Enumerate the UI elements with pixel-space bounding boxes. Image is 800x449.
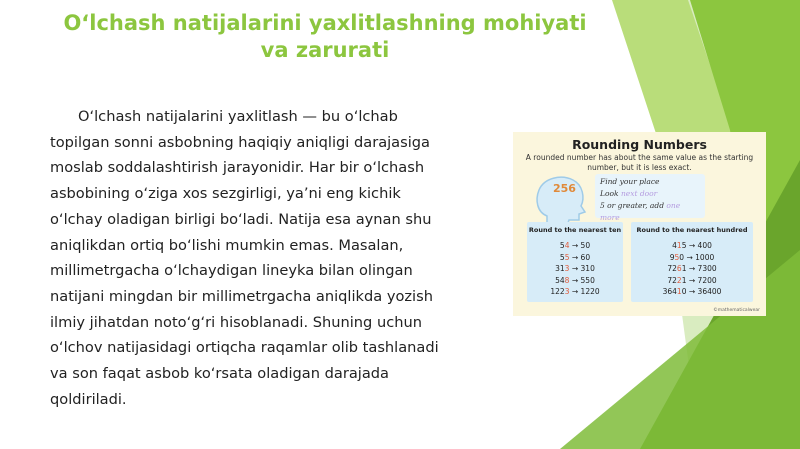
infographic-subtitle: A rounded number has about the same value as the starting number, but it is less exact. [525, 153, 754, 172]
tip-line-2: Look next door [600, 189, 658, 198]
tens-row: 55 → 60 [559, 252, 591, 262]
hundreds-row: 7221 → 7200 [667, 275, 717, 285]
body-text [50, 104, 445, 412]
tens-row: 548 → 550 [555, 275, 595, 285]
tips-box [595, 174, 705, 222]
round-to-ten-heading: Round to the nearest ten [528, 226, 622, 234]
head-silhouette-icon [529, 172, 595, 228]
infographic-title: Rounding Numbers [572, 137, 707, 152]
tip-line-1: Find your place [600, 177, 660, 186]
title-line-1: O‘lchash natijalarini yaxlitlashning mohiyati [63, 11, 587, 35]
hundreds-row: 415 → 400 [672, 241, 712, 250]
hundreds-row: 36410 → 36400 [662, 287, 722, 296]
tens-row: 54 → 50 [559, 241, 591, 250]
slide-title [30, 10, 620, 64]
round-to-hundred-heading: Round to the nearest hundred [636, 226, 748, 234]
hundreds-row: 7261 → 7300 [667, 264, 717, 273]
tens-row: 313 → 310 [555, 264, 595, 273]
tip-line-3: 5 or greater, add one more [600, 201, 681, 222]
hundreds-row: 950 → 1000 [669, 252, 715, 262]
rounding-infographic [513, 132, 766, 316]
round-to-ten-box [527, 222, 623, 302]
head-digit-glyphs: 256 [553, 182, 576, 195]
round-to-hundred-box [631, 222, 753, 302]
infographic-footer: ©mathematicalwear [713, 308, 760, 313]
body-paragraph: O‘lchash natijalarini yaxlitlash — bu o‘lchab topilgan sonni asbobning haqiqiy aniqligi darajasiga moslab soddalashtirish jarayonidir. Har bir o‘lchash asbobining o‘ziga xos sezgirligi, ya’ni eng kichik o‘lchay oladigan birligi bo‘ladi. Natija esa aynan shu aniqlikdan ortiq bo‘lishi mumkin emas. Masalan, millimetrgacha o‘lchaydigan lineyka bilan olingan natijani mingdan bir millimetrgacha aniqlikda yozish ilmiy jihatdan noto‘g‘ri hisoblanadi. Shuning uchun o‘lchov natijasidagi ortiqcha raqamlar olib tashlanadi va son faqat asbob ko‘rsata oladigan darajada qoldiriladi. [50, 108, 439, 408]
title-line-2: va zarurati [260, 38, 390, 62]
tens-row: 1223 → 1220 [550, 287, 600, 296]
